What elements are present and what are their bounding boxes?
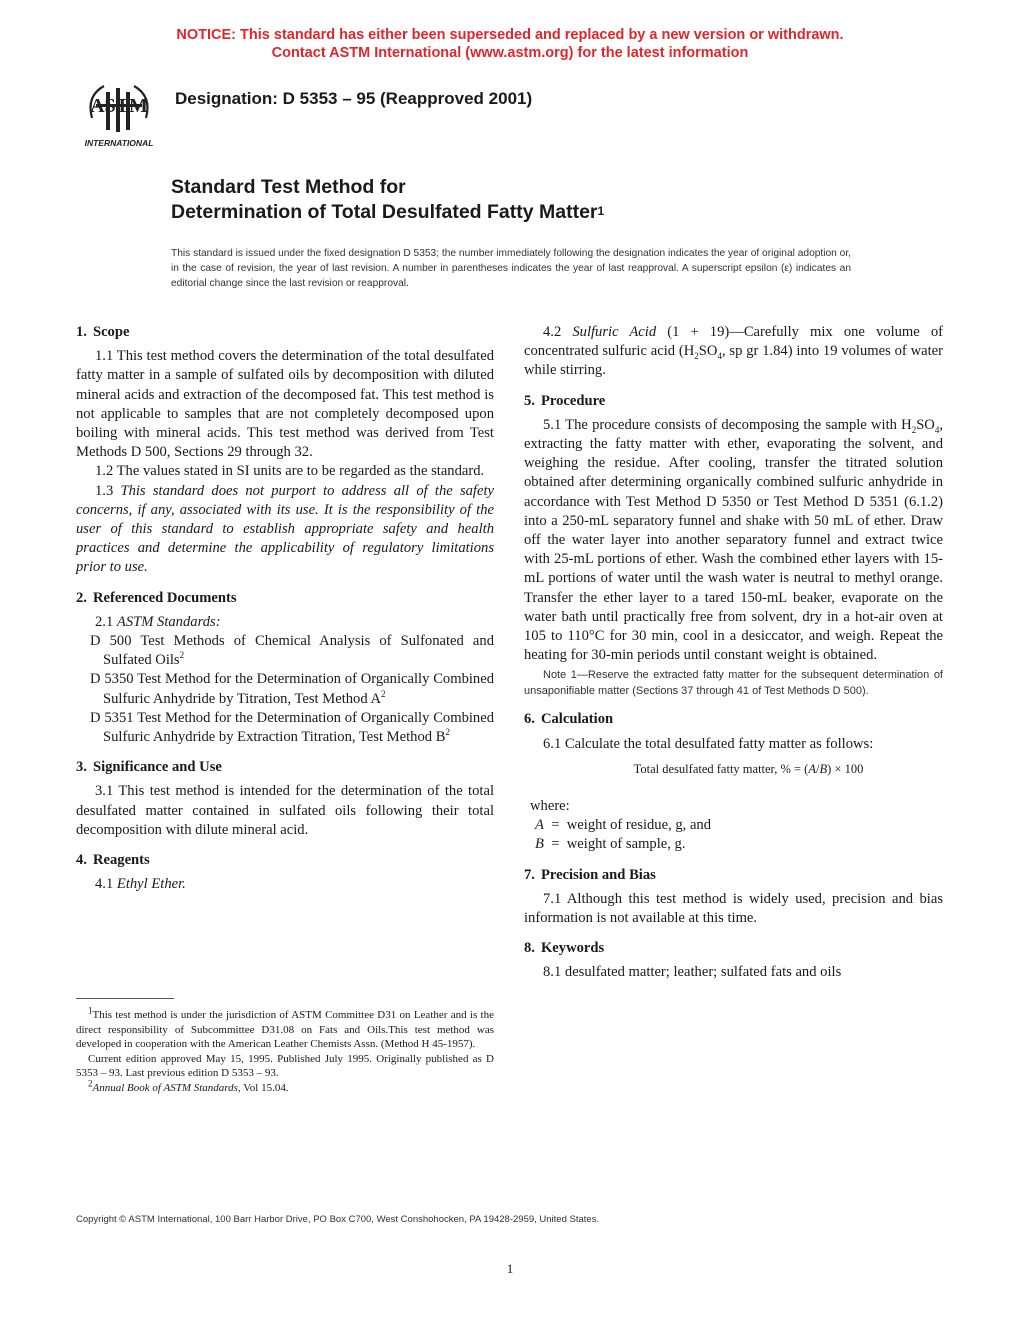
footnotes bbox=[76, 1005, 494, 1096]
section-calculation-heading: 6. Calculation bbox=[524, 711, 614, 728]
formula: Total desulfated fatty matter, % = (A/B) × 100 bbox=[633, 761, 864, 776]
title-line-1: Standard Test Method for bbox=[171, 176, 406, 198]
footnote-2: $^2$Annual Book of ASTM Standards, Vol 15.04. bbox=[88, 1078, 289, 1094]
astm-logo bbox=[78, 78, 160, 150]
svg-text:INTERNATIONAL: INTERNATIONAL bbox=[84, 138, 154, 148]
referenced-2-1: 2.1 ASTM Standards: bbox=[95, 613, 221, 630]
document-title bbox=[171, 175, 604, 227]
title-footnote-mark: 1 bbox=[597, 204, 605, 218]
section-reagents-heading: 4. Reagents bbox=[76, 852, 150, 869]
notice-line-2: Contact ASTM International (www.astm.org) for the latest information bbox=[271, 45, 749, 61]
calculation-6-1: 6.1 Calculate the total desulfated fatty matter as follows: bbox=[543, 735, 874, 752]
scope-1-1: 1.1 This test method covers the determination of the total desulfated fatty matter in a sample of sulfated oils by decomposition with diluted mineral acids and extraction of the decomposed fat. This test method is not applicable to samples that are not completely decomposed upon boiling with mineral acids. This test method was derived from Test Methods D 500, Sections 29 through 32. bbox=[76, 348, 494, 461]
left-column bbox=[76, 323, 494, 894]
notice-line-1: NOTICE: This standard has either been superseded and replaced by a new version or withdrawn. bbox=[176, 27, 844, 43]
procedure-note-1: Note 1—Reserve the extracted fatty matter for the subsequent determination of unsaponifiable matter (Sections 37 through 41 of Test Methods D 500). bbox=[524, 669, 943, 698]
ref-d500: D 500 Test Methods of Chemical Analysis of Sulfonated and Sulfated Oils$^2$ bbox=[90, 633, 494, 669]
precision-7-1: 7.1 Although this test method is widely used, precision and bias information is not available at this time. bbox=[524, 890, 943, 927]
page-number: 1 bbox=[506, 1261, 514, 1276]
section-scope-heading: 1. Scope bbox=[76, 324, 130, 340]
ref-d5351: D 5351 Test Method for the Determination of Organically Combined Sulfuric Anhydride by Extraction Titration, Test Method $B^2$ bbox=[90, 709, 494, 746]
where-block bbox=[530, 797, 943, 855]
ref-d5350: D 5350 Test Method for the Determination of Organically Combined Sulfuric Anhydride by Titration, Test Method $A^2$ bbox=[90, 671, 494, 707]
where-label: where: bbox=[530, 798, 570, 815]
designation: Designation: D 5353 – 95 (Reapproved 2001) bbox=[175, 89, 533, 108]
significance-3-1: 3.1 This test method is intended for the determination of the total desulfated matter contained in sulfated oils following their total decomposition with dilute mineral acid. bbox=[76, 783, 494, 838]
section-referenced-heading: 2. Referenced Documents bbox=[76, 589, 237, 606]
reagents-4-1: 4.1 Ethyl Ether. bbox=[95, 876, 186, 893]
title-line-2: Determination of Total Desulfated Fatty Matter bbox=[171, 201, 598, 223]
preamble: This standard is issued under the fixed designation D 5353; the number immediately following the designation indicates the year of original adoption or, in the case of revision, the year of last revision. A number in parentheses indicates the year of last reapproval. A superscript epsilon (ε) indicates an editorial change since the last revision or reapproval. bbox=[171, 248, 851, 289]
right-column bbox=[524, 323, 943, 983]
section-keywords-heading: 8. Keywords bbox=[524, 940, 605, 957]
footnote-rule bbox=[76, 998, 174, 999]
copyright: Copyright © ASTM International, 100 Barr Harbor Drive, PO Box C700, West Conshohocken, PA 19428-2959, United States. bbox=[76, 1214, 600, 1225]
var-b: B = weight of sample, g. bbox=[535, 836, 686, 853]
keywords-8-1: 8.1 desulfated matter; leather; sulfated fats and oils bbox=[543, 964, 842, 981]
footnote-1-edition: Current edition approved May 15, 1995. Published July 1995. Originally published as D 5353 – 93. Last previous edition D 5353 – 93. bbox=[76, 1052, 494, 1080]
svg-text:ASTM: ASTM bbox=[90, 95, 148, 117]
section-procedure-heading: 5. Procedure bbox=[524, 392, 606, 409]
section-precision-heading: 7. Precision and Bias bbox=[524, 866, 656, 883]
scope-1-3: 1.3 This standard does not purport to address all of the safety concerns, if any, associated with its use. It is the responsibility of the user of this standard to establish appropriate safety and health practices and determine the applicability of regulatory limitations prior to use. bbox=[76, 482, 494, 576]
reagents-4-2: 4.2 Sulfuric Acid (1 + 19)—Carefully mix one volume of concentrated sulfuric acid ($H_2SO_4$, sp gr 1.84) into 19 volumes of water while stirring. bbox=[524, 324, 943, 379]
withdrawn-notice bbox=[0, 26, 1020, 62]
section-significance-heading: 3. Significance and Use bbox=[76, 759, 222, 776]
scope-1-2: 1.2 The values stated in SI units are to be regarded as the standard. bbox=[95, 463, 485, 480]
var-a: A = weight of residue, g, and bbox=[535, 817, 712, 834]
procedure-5-1: 5.1 The procedure consists of decomposing the sample with $H_2SO_4$, extracting the fatty matter with ether, evaporating the solvent, and weighing the residue. After cooling, transfer the titrated solution obtained after determining organically combined sulfuric anhydride in accordance with Test Method D 5350 or Test Method D 5351 (6.1.2) into a 250-mL separatory funnel and shake with 50 mL of ether. Draw off the water layer into another separatory funnel and extract twice with 25-mL portions of ether. Wash the combined ether layers with 15-mL portions of water until the wash water is neutral to methyl orange. Transfer the ether layer to a tared 150-mL beaker, evaporate on the water bath until practically free from solvent, dry in a hot-air oven at 105 to 110°C for 30 min, cool in a desiccator, and weigh. Repeat the heating for 30-min periods until constant weight is obtained. bbox=[524, 416, 943, 664]
footnote-1: $^1$This test method is under the jurisdiction of ASTM Committee D31 on Leather and is the direct responsibility of Subcommittee D31.08 on Fats and Oils.This test method was developed in cooperation with the American Leather Chemists Assn. (Method H 45-1957). bbox=[76, 1005, 494, 1051]
